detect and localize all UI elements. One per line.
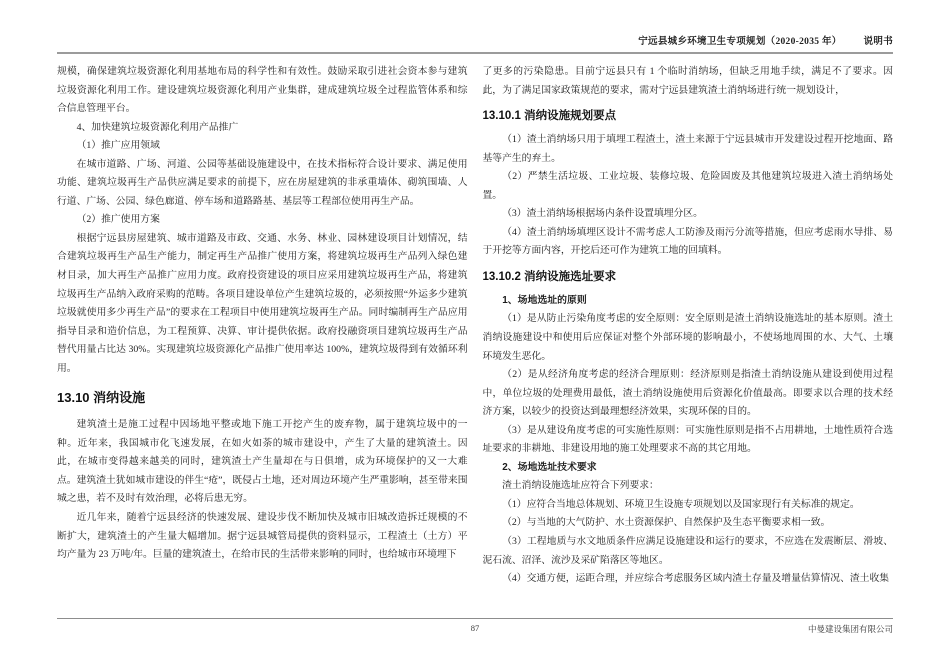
body-paragraph: （2）与当地的大气防护、水土资源保护、自然保护及生态平衡要求相一致。 <box>502 517 831 529</box>
body-paragraph: （2）是从经济角度考虑的经济合理原则：经济原则是指渣土消纳设施从建设到使用过程中，单位垃圾的处理费用最低，渣土消纳设施使用后资源化价值最高。即要求以合理的技术经济方案，以较少的投资达到最理想经济效果，实现环保的目的。 <box>482 369 893 418</box>
bold-subheading: 1、场地选址的原则 <box>502 294 587 306</box>
body-paragraph: 近几年来，随着宁远县经济的快速发展、建设步伐不断加快及城市旧城改造拆迁规模的不断扩大，建筑渣土的产生量大幅增加。据宁远县城管局提供的资料显示，工程渣土（土方）平均产量为 23 万吨/年。巨量的建筑渣土，在给市民的生活带来影响的同时，也给城市环境埋下 <box>57 512 468 561</box>
body-paragraph: 建筑渣土是施工过程中因场地平整或地下施工开挖产生的废弃物，属于建筑垃圾中的一种。近年来，我国城市化飞速发展，在如火如荼的城市建设中，产生了大量的建筑渣土。因此，在城市变得越来越美的同时，建筑渣土产生量却在与日俱增，成为环境保护的又一大难点。建筑渣土犹如城市建设的伴生“疮”，既侵占土地，还对周边环境产生严重影响，甚至带来围城之患，若不及时有效治理，必将后患无穷。 <box>57 419 468 505</box>
bold-subheading: 2、场地选址技术要求 <box>502 461 597 473</box>
body-paragraph: （3）渣土消纳场根据场内条件设置填埋分区。 <box>502 208 703 220</box>
body-paragraph: （3）是从建设角度考虑的可实施性原则：可实施性原则是指不占用耕地，土地性质符合选址要求的非耕地、非建设用地的施工处理要求不高的其它用地。 <box>482 424 893 455</box>
body-paragraph: （2）严禁生活垃圾、工业垃圾、装修垃圾、危险固废及其他建筑垃圾进入渣土消纳场处置。 <box>482 171 893 201</box>
subsection-heading: 13.10.1 消纳设施规划要点 <box>482 110 617 123</box>
body-paragraph: （1）渣土消纳场只用于填埋工程渣土，渣土来源于宁远县城市开发建设过程开挖地面、路基等产生的弃土。 <box>482 134 893 164</box>
body-paragraph: （3）工程地质与水文地质条件应满足设施建设和运行的要求，不应选在发震断层、滑坡、泥石流、沼泽、流沙及采矿陷落区等地区。 <box>482 536 893 566</box>
body-paragraph: （1）是从防止污染角度考虑的安全原则：安全原则是渣土消纳设施选址的基本原则。渣土消纳设施建设中和使用后应保证对整个外部环境的影响最小，不使场地周围的水、大气、土壤环境发生恶化。 <box>482 313 893 362</box>
body-paragraph: 根据宁远县房屋建筑、城市道路及市政、交通、水务、林业、园林建设项目计划情况，结合建筑垃圾再生产品生产能力，制定再生产品推广使用方案，将建筑垃圾再生产品列入绿色建材目录，加大再生产品推广应用力度。政府投资建设的项目应采用建筑垃圾再生产品，将建筑垃圾再生产品纳入政府采购的范畴。各项目建设单位产生建筑垃圾的，必须按照“外运多少建筑垃圾就使用多少再生产品”的要求在工程项目中使用建筑垃圾再生产品。同时编制再生产品应用指导目录和造价信息，为工程预算、决算、审计提供依据。政府投融资项目建筑垃圾再生产品替代用量占比达 30%。实现建筑垃圾资源化产品推广使用率达 100%，建筑垃圾得到有效循环利用。 <box>57 232 468 374</box>
left-column <box>57 63 468 589</box>
body-paragraph: 了更多的污染隐患。目前宁远县只有 1 个临时消纳场，但缺乏用地手续，满足不了要求。因此，为了满足国家政策规范的要求，需对宁远县建筑渣土消纳场进行统一规划设计， <box>482 66 893 96</box>
list-item: （2）推广使用方案 <box>76 214 160 226</box>
page-body <box>57 63 893 589</box>
body-paragraph: 渣土消纳设施选址应符合下列要求： <box>502 480 659 492</box>
page-header <box>57 33 893 47</box>
body-paragraph: （4）交通方便，运距合理，并应综合考虑服务区域内渣土存量及增量估算情况、渣土收集 <box>502 573 890 585</box>
list-item: 4、加快建筑垃圾资源化利用产品推广 <box>76 121 239 133</box>
footer-rule <box>57 618 893 619</box>
header-title: 宁远县城乡环境卫生专项规划（2020-2035 年） <box>638 37 842 47</box>
header-rule <box>57 52 893 54</box>
section-heading: 13.10 消纳设施 <box>57 390 146 406</box>
body-paragraph: 规模，确保建筑垃圾资源化利用基地布局的科学性和有效性。鼓励采取引进社会资本参与建筑垃圾资源化利用工作。建设建筑垃圾资源化利用产业集群，建成建筑垃圾全过程监管体系和综合信息管理平台。 <box>57 66 468 115</box>
list-item: （1）推广应用领域 <box>76 140 160 152</box>
body-paragraph: 在城市道路、广场、河道、公园等基础设施建设中，在技术指标符合设计要求、满足使用功能、建筑垃圾再生产品供应满足要求的前提下，应在房屋建筑的非承重墙体、砌筑围墙、人行道、广场、公园、绿色廊道、停车场和道路路基、基层等工程部位使用再生产品。 <box>57 158 468 207</box>
header-doc-type: 说明书 <box>863 37 893 47</box>
body-paragraph: （1）应符合当地总体规划、环境卫生设施专项规划以及国家现行有关标准的规定。 <box>502 498 860 510</box>
footer-company: 中曼建设集团有限公司 <box>807 624 893 634</box>
right-column <box>483 63 894 589</box>
page-number: 87 <box>470 623 480 633</box>
subsection-heading: 13.10.2 消纳设施选址要求 <box>482 270 617 283</box>
body-paragraph: （4）渣土消纳场填埋区设计不需考虑人工防渗及雨污分流等措施，但应考虑雨水导排、易于开挖等方面内容，开挖后还可作为建筑工地的回填料。 <box>482 226 893 257</box>
